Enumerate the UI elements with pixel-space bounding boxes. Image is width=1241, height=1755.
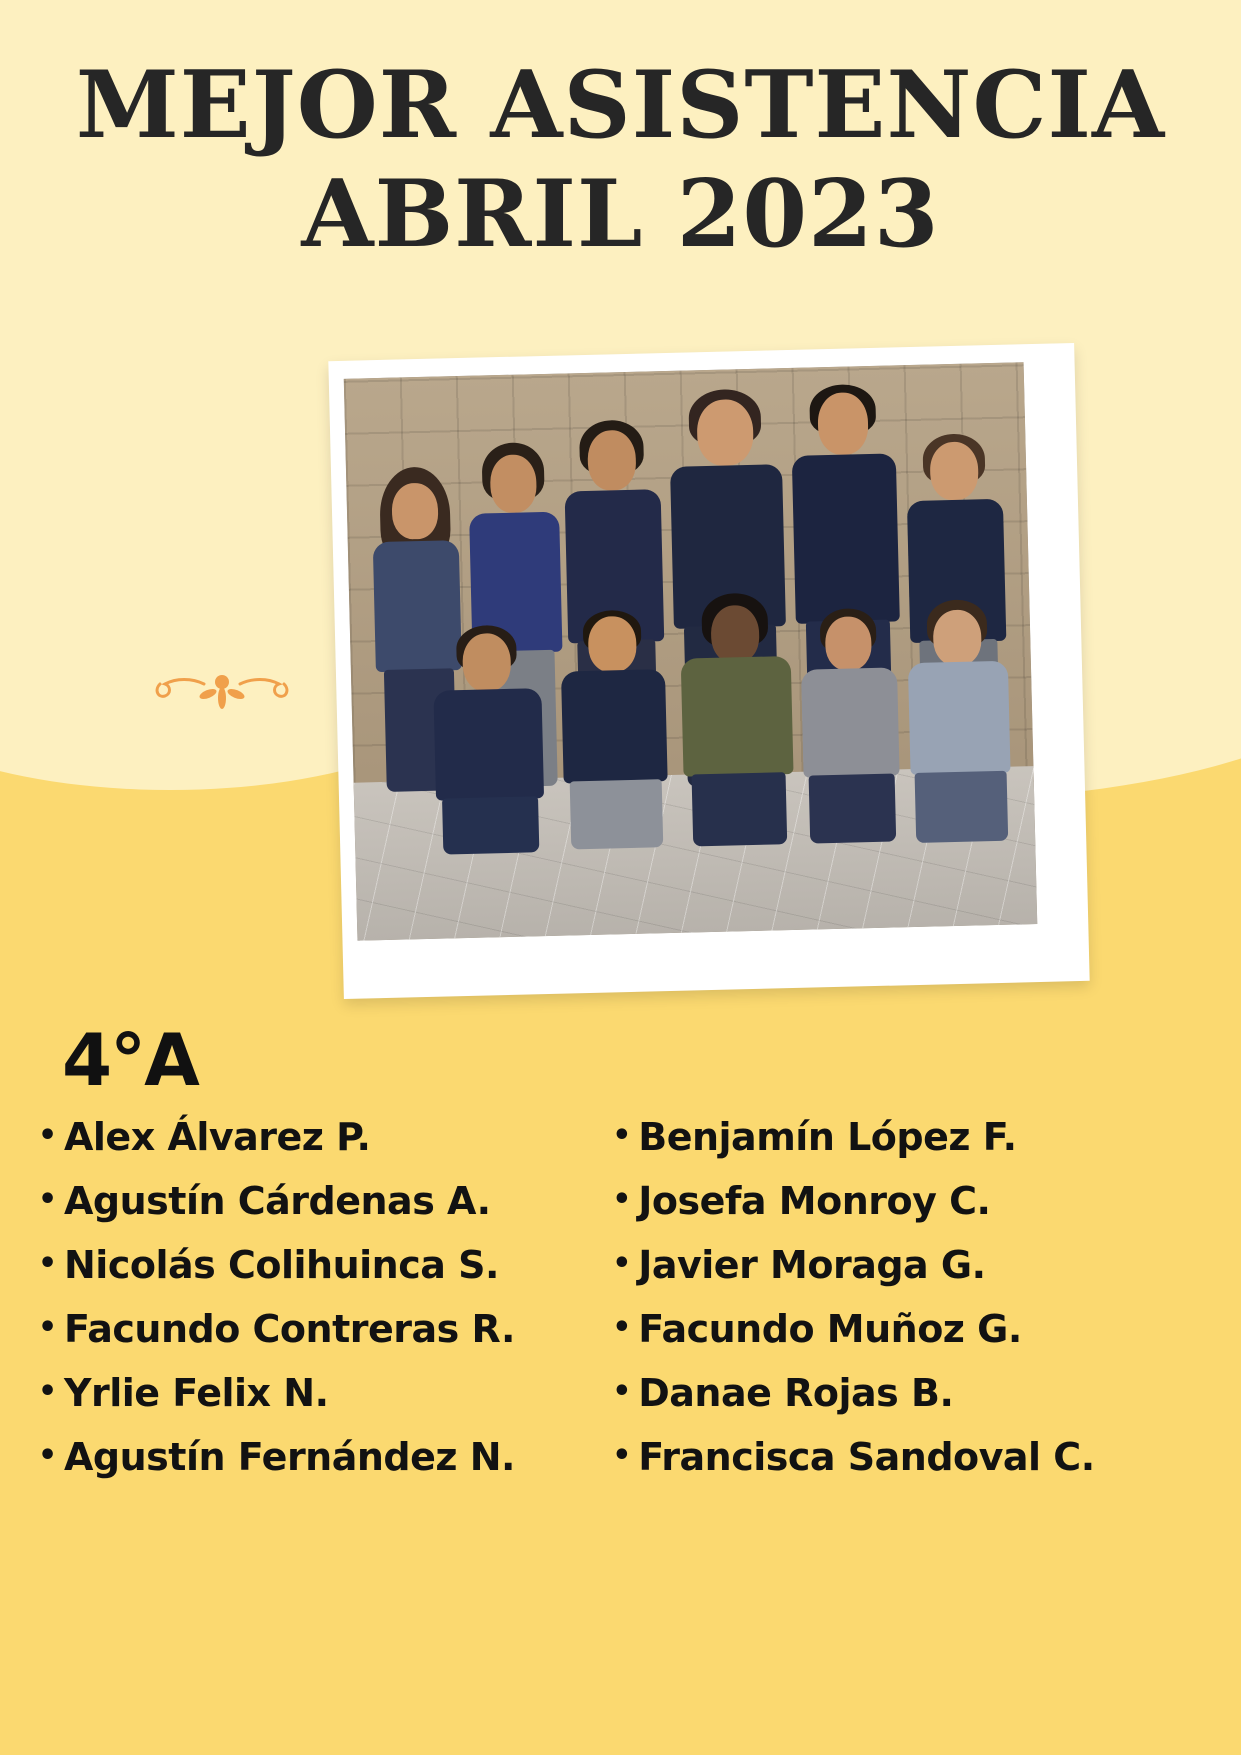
list-item (38, 1435, 572, 1479)
bullet-icon: • (38, 1310, 57, 1345)
list-item (612, 1179, 1220, 1223)
list-item (612, 1435, 1220, 1479)
student-figure (675, 592, 799, 849)
page-title (0, 50, 1241, 268)
bullet-icon: • (38, 1246, 57, 1281)
list-item (612, 1307, 1220, 1351)
list-item (38, 1243, 572, 1287)
student-name: Benjamín López F. (638, 1115, 1017, 1159)
student-name: Agustín Fernández N. (64, 1435, 515, 1479)
title-line-1: MEJOR ASISTENCIA (75, 50, 1166, 159)
bullet-icon: • (612, 1246, 631, 1281)
student-name-list (20, 1115, 1220, 1502)
bullet-icon: • (38, 1182, 57, 1217)
student-name: Javier Moraga G. (638, 1243, 986, 1287)
student-name: Josefa Monroy C. (638, 1179, 991, 1223)
student-name: Agustín Cárdenas A. (64, 1179, 491, 1223)
student-name: Yrlie Felix N. (64, 1371, 329, 1415)
list-item (38, 1115, 572, 1159)
student-name: Nicolás Colihuinca S. (64, 1243, 499, 1287)
bullet-icon: • (38, 1374, 57, 1409)
list-item (38, 1307, 572, 1351)
list-item (38, 1179, 572, 1223)
student-name: Facundo Muñoz G. (638, 1307, 1022, 1351)
list-item (612, 1115, 1220, 1159)
student-name-column-right (572, 1115, 1220, 1502)
student-name: Danae Rojas B. (638, 1371, 954, 1415)
bullet-icon: • (38, 1118, 57, 1153)
student-figure (796, 607, 906, 845)
student-name: Alex Álvarez P. (64, 1115, 371, 1159)
bullet-icon: • (612, 1374, 631, 1409)
student-figure (901, 599, 1017, 846)
photo-frame (328, 343, 1089, 999)
student-name-column-left (20, 1115, 572, 1502)
student-figure (428, 624, 550, 855)
flourish-ornament-icon (152, 660, 292, 728)
bullet-icon: • (612, 1182, 631, 1217)
title-line-2: ABRIL 2023 (301, 158, 940, 268)
group-photo (344, 362, 1038, 940)
list-item (612, 1371, 1220, 1415)
student-figure (556, 609, 674, 852)
bullet-icon: • (612, 1118, 631, 1153)
student-name: Francisca Sandoval C. (638, 1435, 1095, 1479)
bullet-icon: • (612, 1438, 631, 1473)
bullet-icon: • (612, 1310, 631, 1345)
student-name: Facundo Contreras R. (64, 1307, 515, 1351)
bullet-icon: • (38, 1438, 57, 1473)
list-item (612, 1243, 1220, 1287)
grade-label: 4°A (62, 1018, 198, 1102)
list-item (38, 1371, 572, 1415)
